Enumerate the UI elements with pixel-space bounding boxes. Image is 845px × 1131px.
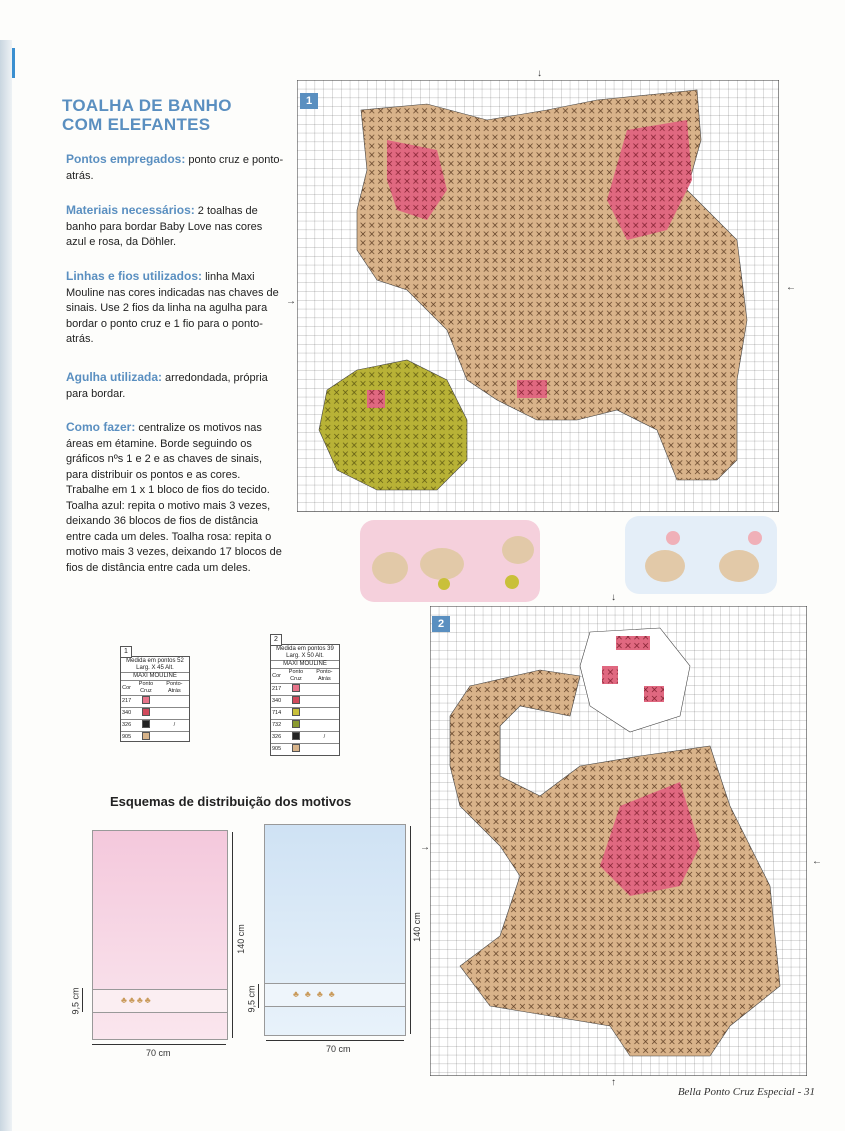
section-materiais: [66, 203, 284, 251]
key-back: [310, 720, 339, 732]
section-text: arredondada, própria para bordar.: [66, 372, 268, 400]
center-arrow-icon: ↑: [611, 1077, 616, 1088]
key-header: Ponto Cruz: [282, 669, 310, 684]
page-binding-edge: [0, 40, 12, 1131]
photo-pink-towel: [360, 520, 540, 602]
band-label: 9,5 cm: [70, 987, 81, 1015]
key-code: 905: [121, 732, 132, 744]
section-label: Pontos empregados:: [66, 152, 186, 166]
key-code: 905: [271, 744, 282, 756]
key-back: [310, 684, 339, 696]
swatch-icon: [142, 696, 150, 704]
section-text: 2 toalhas de banho para bordar Baby Love nas cores azul e rosa, da Döhler.: [66, 205, 263, 248]
photo-blue-towel: [625, 516, 777, 594]
key-code: 340: [271, 696, 282, 708]
key-measure: Medida em pontos 39 Larg. X 50 Alt.: [276, 646, 334, 659]
embroidery-band: [93, 989, 227, 1013]
key-back: [160, 696, 189, 708]
key-code: 714: [271, 708, 282, 720]
swatch-icon: [142, 720, 150, 728]
section-label: Agulha utilizada:: [66, 370, 162, 384]
center-arrow-icon: →: [286, 296, 296, 307]
article-title-line2: COM ELEFANTES: [62, 115, 211, 134]
band-dim-line: [258, 984, 259, 1008]
motif-row-icon: ♣♣♣♣: [121, 995, 153, 1005]
key-back: [160, 708, 189, 720]
section-label: Como fazer:: [66, 420, 136, 434]
key-number: 2: [270, 634, 282, 646]
swatch-icon: [292, 720, 300, 728]
key-code: 340: [121, 708, 132, 720]
key-back: [310, 696, 339, 708]
schemes-title: Esquemas de distribuição dos motivos: [110, 794, 352, 809]
key-number: 1: [120, 646, 132, 658]
key-back: [310, 744, 339, 756]
section-text: linha Maxi Mouline nas cores indicadas nas chaves de sinais. Use 2 fios da linha na agulha para bordar o ponto cruz e 1 fio para o ponto-atrás.: [66, 271, 279, 345]
key-header: Ponto Cruz: [132, 681, 160, 696]
key-code: 217: [121, 696, 132, 708]
key-code: 217: [271, 684, 282, 696]
key-code: 326: [271, 732, 282, 744]
key-table: [271, 668, 339, 755]
section-linhas: [66, 269, 284, 348]
key-header: Ponto-Atrás: [160, 681, 189, 696]
article-title-line1: TOALHA DE BANHO: [62, 96, 232, 115]
width-label: 70 cm: [326, 1044, 351, 1054]
key-back: /: [160, 720, 189, 732]
color-key-2: [270, 636, 340, 756]
swatch-icon: [292, 744, 300, 752]
section-text: centralize os motivos nas áreas em étamine. Borde seguindo os gráficos nºs 1 e 2 e as chaves de sinais, para distribuir os pontos e as cores. Trabalhe em 1 x 1 bloco de fios do tecido. Toalha azul: repita o motivo mais 3 vezes, deixando 36 blocos de fios de distância entre cada um deles. Toalha rosa: repita o motivo mais 3 vezes, deixando 17 blocos de fios de distância entre cada um deles.: [66, 422, 282, 574]
swatch-icon: [292, 732, 300, 740]
swatch-icon: [142, 708, 150, 716]
cross-stitch-chart-2: [430, 606, 807, 1076]
section-label: Linhas e fios utilizados:: [66, 269, 203, 283]
page-edge-accent: [12, 48, 15, 78]
key-table: [121, 680, 189, 743]
key-measure: Medida em pontos 52 Larg. X 45 Alt.: [126, 658, 184, 671]
elephant-photo-illustration: [360, 520, 540, 602]
motif-row-icon: ♣♣♣♣: [293, 989, 341, 999]
key-header: Ponto-Atrás: [310, 669, 339, 684]
width-dim-line: [92, 1044, 226, 1045]
width-label: 70 cm: [146, 1048, 171, 1058]
center-arrow-icon: ↓: [537, 68, 542, 79]
article-title: [62, 96, 292, 134]
key-back: [160, 732, 189, 744]
key-back: /: [310, 732, 339, 744]
chart-2-badge: 2: [432, 616, 450, 632]
center-arrow-icon: →: [420, 842, 430, 853]
key-header: Cor: [121, 681, 132, 696]
section-label: Materiais necessários:: [66, 203, 195, 217]
band-dim-line: [82, 988, 83, 1012]
band-label: 9,5 cm: [246, 985, 257, 1013]
center-arrow-icon: ←: [786, 282, 796, 293]
section-como-fazer: [66, 420, 284, 576]
key-back: [310, 708, 339, 720]
pink-towel-diagram: [92, 830, 228, 1040]
embroidery-band: [265, 983, 405, 1007]
center-arrow-icon: ↓: [611, 592, 616, 603]
blue-towel-diagram: [264, 824, 406, 1036]
height-dim-line: [232, 832, 233, 1038]
center-arrow-icon: ←: [812, 856, 822, 867]
color-key-1: [120, 648, 190, 742]
swatch-icon: [292, 708, 300, 716]
swatch-icon: [292, 684, 300, 692]
height-label: 140 cm: [411, 912, 422, 942]
section-text: ponto cruz e ponto-atrás.: [66, 154, 284, 182]
height-label: 140 cm: [235, 924, 246, 954]
width-dim-line: [266, 1040, 404, 1041]
swatch-icon: [292, 696, 300, 704]
key-brand: MAXI MOULINE: [271, 660, 339, 668]
section-pontos: [66, 152, 284, 184]
page-footer: Bella Ponto Cruz Especial - 31: [677, 1086, 815, 1098]
chart-1-badge: 1: [300, 93, 318, 109]
key-code: 732: [271, 720, 282, 732]
cross-stitch-chart-1: [297, 80, 779, 512]
elephant-photo-illustration: [625, 516, 777, 594]
key-code: 326: [121, 720, 132, 732]
key-header: Cor: [271, 669, 282, 684]
swatch-icon: [142, 732, 150, 740]
key-brand: MAXI MOULINE: [121, 672, 189, 680]
section-agulha: [66, 370, 284, 402]
